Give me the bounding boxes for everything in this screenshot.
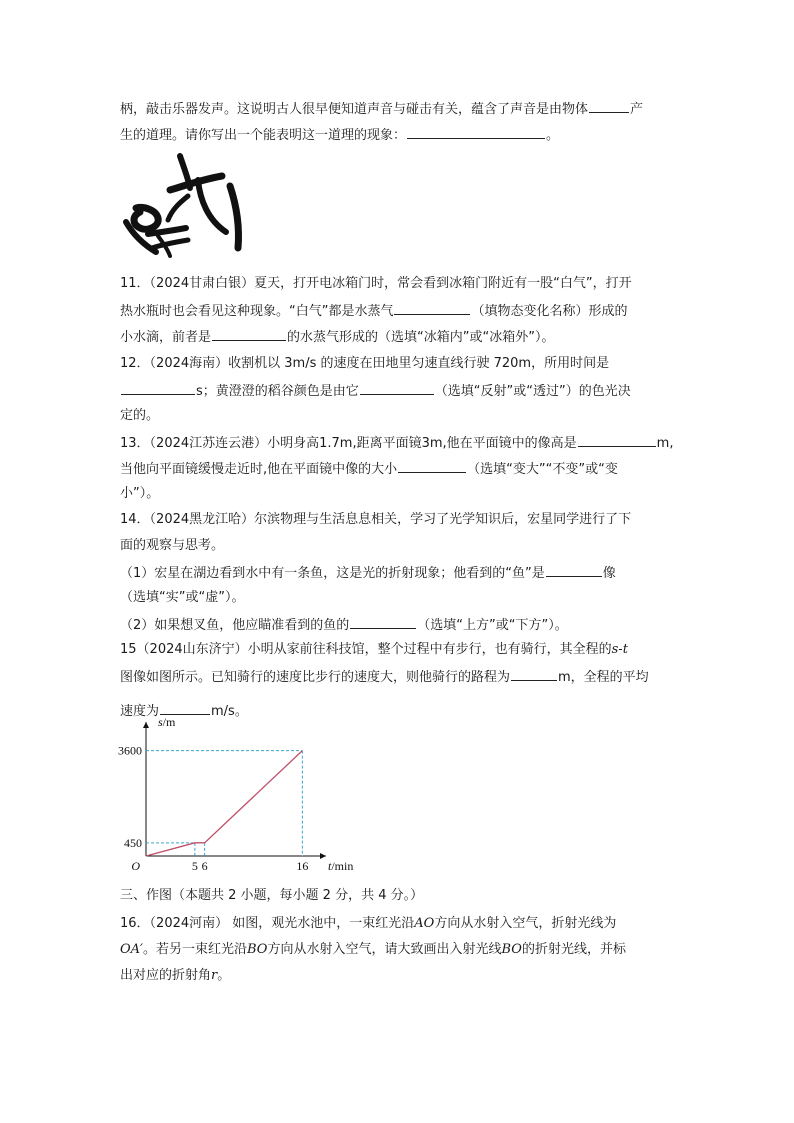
answer-blank[interactable] [511,666,557,681]
answer-blank[interactable] [407,124,545,139]
q12-line-3: 定的。 [120,408,160,423]
y-axis-label: s/m [158,715,176,729]
x-tick-label-16: 16 [296,859,309,873]
q16-line-2: OA′。若另一束红光沿BO方向从水射入空气，请大致画出入射光线BO的折射光线，并标 [120,942,626,957]
q16-line-1: 16．（2024河南） 如图，观光水池中，一束红光沿AO方向从水射入空气，折射光线为 [120,916,617,931]
q15-line-1: 15（2024山东济宁）小明从家前往科技馆，整个过程中有步行，也有骑行，其全程的s-t [120,642,628,657]
x-tick-label-6: 6 [201,859,208,873]
q10-line-1: 柄，敲击乐器发声。这说明古人很早便知道声音与碰击有关，蕴含了声音是由物体 产 [120,98,643,120]
x-axis-label: t/min [328,859,354,873]
chart-axes [143,722,326,859]
q12-line-1: 12．（2024海南）收割机以 3m/s 的速度在田地里匀速直线行驶 720m，所用时间是 [120,356,610,371]
y-tick-label-3600: 3600 [118,743,142,758]
answer-blank[interactable] [394,300,470,315]
answer-blank[interactable] [546,562,602,577]
st-graph [118,715,354,880]
section-3-title: 三、作图（本题共 2 小题，每小题 2 分，共 4 分。） [120,888,424,903]
q15-line-3: 速度为 m/s。 [120,700,248,722]
q14-line-2: 面的观察与思考。 [120,538,225,553]
answer-blank[interactable] [360,380,434,395]
origin-label: O [131,859,140,873]
q11-line-1: 11．（2024甘肃白银）夏天，打开电冰箱门时，常会看到冰箱门附近有一股“白气”，打开 [120,276,632,291]
x-axis-arrow [320,853,326,859]
chart-series [146,751,302,856]
q12-line-2: s；黄澄澄的稻谷颜色是由它 （选填“反射”或“透过”）的色光决 [120,380,631,402]
st-line [146,751,302,856]
answer-blank[interactable] [350,614,416,629]
answer-blank[interactable] [121,380,195,395]
q10-line-2: 生的道理。请你写出一个能表明这一道理的现象： 。 [120,124,559,146]
q15-line-2: 图像如图所示。已知骑行的速度比步行的速度大，则他骑行的路程为 m，全程的平均 [120,666,649,688]
q11-line-3: 小水滴，前者是 的水蒸气形成的（选填“冰箱内”或“冰箱外”）。 [120,326,554,348]
answer-blank[interactable] [589,98,629,113]
chart-guides [146,751,302,856]
q13-line-1: 13．（2024江苏连云港）小明身高1.7m,距离平面镜3m,他在平面镜中的像高是 m, [120,432,673,454]
q13-line-2: 当他向平面镜缓慢走近时,他在平面镜中像的大小 （选填“变大”“不变”或“变 [120,458,618,480]
answer-blank[interactable] [212,326,286,341]
chart-labels [118,715,353,873]
q14-line-3: （1）宏星在湖边看到水中有一条鱼，这是光的折射现象；他看到的“鱼”是 像 [120,562,616,584]
q14-line-5: （2）如果想叉鱼，他应瞄准看到的鱼的 （选填“上方”或“下方”）。 [120,614,568,636]
y-axis-arrow [143,722,149,728]
answer-blank[interactable] [160,700,210,715]
y-tick-label-450: 450 [124,835,142,850]
calligraphy-character-image [118,150,248,260]
q13-line-3: 小”）。 [120,486,160,501]
q14-line-1: 14．（2024黑龙江哈）尔滨物理与生活息息相关，学习了光学知识后，宏星同学进行了下 [120,512,632,527]
q11-line-2: 热水瓶时也会看见这种现象。“白气”都是水蒸气 （填物态变化名称）形成的 [120,300,628,322]
q16-line-3: 出对应的折射角r。 [120,968,231,983]
q14-line-4: （选填“实”或“虚”）。 [120,590,245,605]
answer-blank[interactable] [578,432,656,447]
x-tick-label-5: 5 [191,859,198,873]
answer-blank[interactable] [398,458,466,473]
